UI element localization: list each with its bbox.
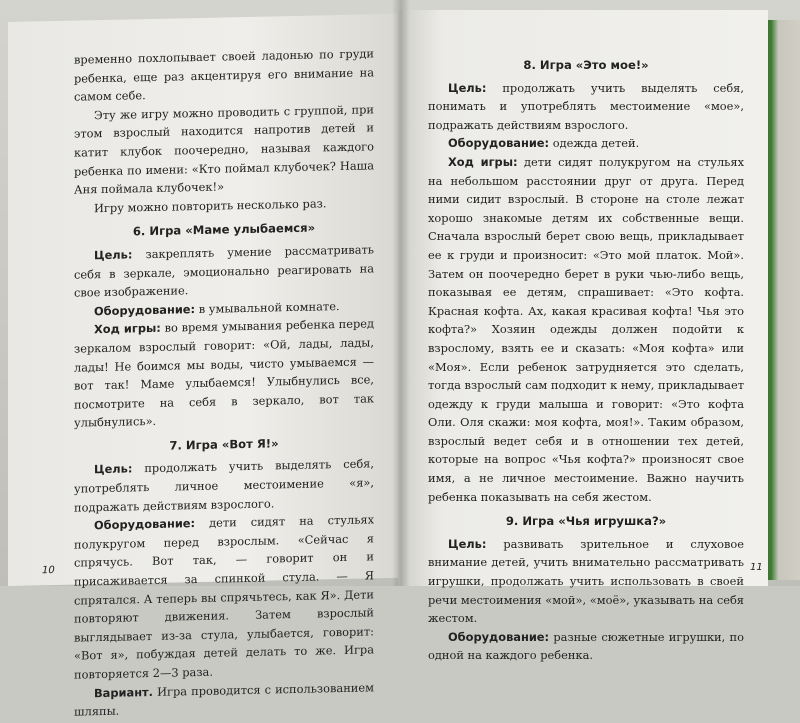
goal-text: развивать зрительное и слуховое внимание детей, учить внимательно рассматривать игрушки, продолжать учить использовать в своей речи местоимения «мой», «моё», указывать на себя жестом. bbox=[428, 536, 744, 626]
course-label: Ход игры: bbox=[448, 154, 518, 169]
book-gutter-shadow bbox=[392, 0, 410, 586]
game8-equipment bbox=[428, 134, 744, 153]
game8-course bbox=[428, 153, 744, 506]
page-number-left: 10 bbox=[42, 565, 55, 577]
paragraph-group-variant: Эту же игру можно проводить с группой, при этом взрослый находится напротив детей и катит клубок поочередно, называя каждого ребенка по имени: «Кто поймал клубочек? Наша Аня поймала клубочек!» bbox=[74, 102, 374, 197]
game6-heading: 6. Игра «Маме улыбаемся» bbox=[132, 220, 316, 239]
equipment-label: Оборудование: bbox=[94, 301, 196, 318]
game9-equipment bbox=[428, 628, 744, 665]
game7-goal bbox=[74, 455, 374, 517]
equipment-label: Оборудование: bbox=[448, 629, 550, 644]
right-page bbox=[398, 10, 768, 663]
course-text: во время умывания ребенка перед зеркалом взрослый говорит: «Ой, лады, лады, лады! Не боимся мы воды, чисто умываемся — вот так! Маме улыбаемся! Улыбнулись все, посмотрите на себя в зеркало, вот так улыбнулись». bbox=[74, 316, 375, 430]
variant-label: Вариант. bbox=[94, 684, 153, 700]
game7-variant bbox=[74, 678, 374, 721]
equipment-text: разные сюжетные игрушки, по одной на каждого ребенка. bbox=[428, 629, 744, 663]
game9-heading: 9. Игра «Чья игрушка?» bbox=[505, 514, 667, 529]
equipment-label: Оборудование: bbox=[448, 136, 550, 151]
paragraph-repeat: Игру можно повторить несколько раз. bbox=[94, 196, 327, 215]
game7-equipment bbox=[74, 511, 374, 685]
course-label: Ход игры: bbox=[94, 321, 161, 337]
right-text-column bbox=[428, 50, 744, 665]
game6-course bbox=[74, 315, 374, 433]
goal-text: закреплять умение рассматривать себя в зеркале, эмоционально реагировать на свое изображение. bbox=[74, 242, 374, 300]
goal-text: продолжать учить выделять себя, понимать и употреблять местоимение «мое», подражать действиям взрослого. bbox=[428, 80, 744, 132]
equipment-text: в умывальной комнате. bbox=[198, 298, 340, 316]
game8-heading: 8. Игра «Это мое!» bbox=[523, 58, 649, 72]
equipment-text: одежда детей. bbox=[552, 136, 640, 151]
goal-label: Цель: bbox=[448, 536, 487, 551]
equipment-label: Оборудование: bbox=[94, 516, 196, 533]
goal-label: Цель: bbox=[94, 461, 133, 477]
game8-goal bbox=[428, 79, 744, 135]
equipment-text: дети сидят на стульях полукругом перед взрослым. «Сейчас я спрячусь. Вот так, — говорит он и присаживается за спинкой стула. — Я спрятался. А теперь вы спрячьтесь, как Я». Дети повторяют движения. Затем взрослый выглядывает из-за стула, улыбается, говорит: «Вот я», побуждая детей делать то же. Игра повторяется 2—3 раза. bbox=[74, 512, 375, 682]
left-text-column bbox=[74, 44, 374, 721]
goal-text: продолжать учить выделять себя, употреблять личное местоимение «я», подражать действиям взрослого. bbox=[74, 456, 374, 515]
game9-goal bbox=[428, 535, 744, 628]
variant-text: Игра проводится с использованием шляпы. bbox=[74, 679, 374, 719]
goal-label: Цель: bbox=[94, 247, 133, 263]
left-page bbox=[8, 14, 406, 719]
game6-goal bbox=[74, 240, 374, 302]
game7-heading: 7. Игра «Вот Я!» bbox=[169, 436, 279, 453]
paragraph-continuation: временно похлопывает своей ладонью по груди ребенка, еще раз акцентируя его внимание на самом себе. bbox=[74, 46, 374, 104]
goal-label: Цель: bbox=[448, 80, 487, 95]
course-text: дети сидят полукругом на стульях на небольшом расстоянии друг от друга. Перед ними сидит взрослый. В стороне на столе лежат хорошо знакомые детям их собственные вещи. Сначала взрослый берет свою вещь, прикладывает ее к груди и произносит: «Это мой платок. Мой». Затем он поочередно берет в руки чью-либо вещь, показывая ее детям, спрашивает: «Это кофта. Красная кофта. Ах, какая красивая кофта! Чья это кофта?» Хозяин одежды должен подойти к взрослому, взять ее и сказать: «Моя кофта» или «Моя». Если ребенок затрудняется это сделать, тогда взрослый сам подходит к нему, прикладывает одежду к груди малыша и говорит: «Это кофта Оли. Оля скажи: моя кофта, моя!». Таким образом, взрослый ведет себя и в отношении тех детей, которые на вопрос «Чья кофта?» произносят свое имя, а не личное местоимение. Важно научить ребенка показывать на себя жестом. bbox=[428, 154, 744, 504]
page-number-right: 11 bbox=[750, 562, 763, 573]
